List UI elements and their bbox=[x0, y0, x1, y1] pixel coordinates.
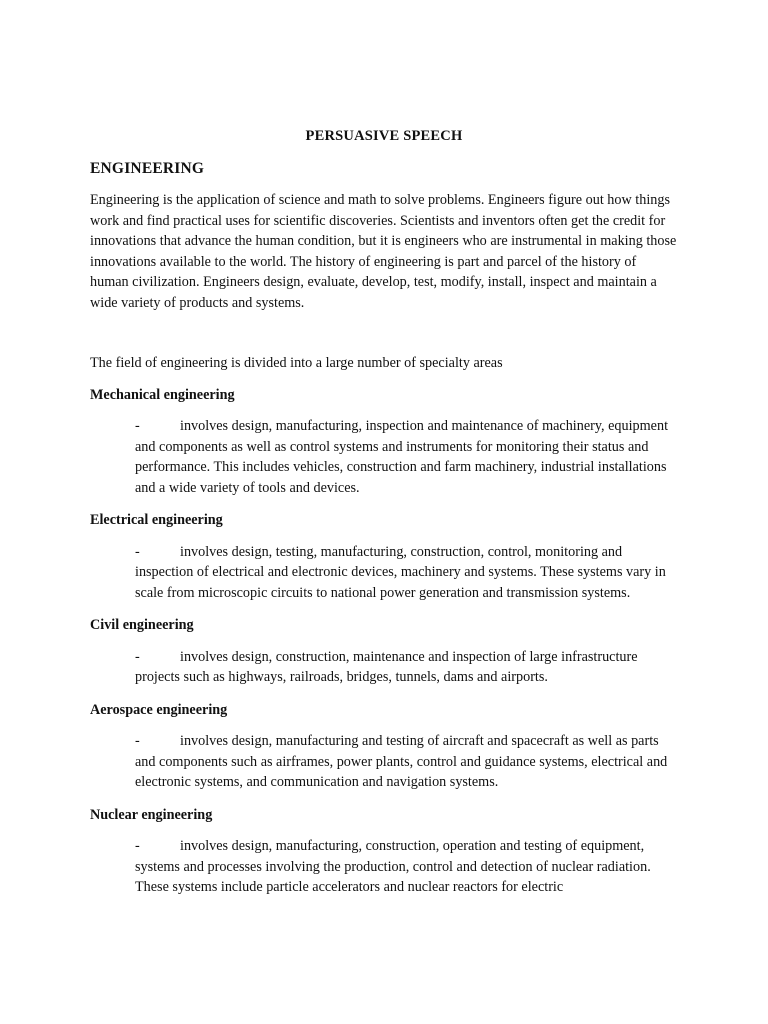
section-heading: ENGINEERING bbox=[90, 159, 205, 177]
item-text: involves design, manufacturing and testing of aircraft and spacecraft as well as parts and components such as airframes, power plants, control and guidance systems, electrical and electronic systems, and communication and navigation systems. bbox=[135, 733, 668, 790]
list-dash: - bbox=[135, 418, 140, 434]
lead-paragraph: The field of engineering is divided into a large number of specialty areas bbox=[90, 355, 503, 371]
list-dash: - bbox=[135, 648, 140, 665]
civil-engineering-title: Civil engineering bbox=[90, 617, 194, 633]
electrical-engineering-title: Electrical engineering bbox=[90, 512, 223, 528]
list-dash: - bbox=[135, 838, 140, 854]
item-text: involves design, manufacturing, inspection and maintenance of machinery, equipment and components as well as control systems and instruments for monitoring their status and performance. This includes vehicles, construction and farm machinery, industrial installations and a wide variety of tools and devices. bbox=[135, 418, 669, 496]
document-title: PERSUASIVE SPEECH bbox=[305, 128, 463, 144]
intro-paragraph: Engineering is the application of science and math to solve problems. Engineers figure out how things work and find practical uses for scientific discoveries. Scientists and inventors often get the credit for innovations that advance the human condition, but it is engineers who are instrumental in making those innovations available to the world. The history of engineering is part and parcel of the history of human civilization. Engineers design, evaluate, develop, test, modify, install, inspect and maintain a wide variety of products and systems. bbox=[90, 192, 677, 311]
civil-engineering-description bbox=[135, 647, 678, 688]
aerospace-engineering-title: Aerospace engineering bbox=[90, 701, 228, 718]
mechanical-engineering-description bbox=[135, 416, 678, 498]
item-text: involves design, testing, manufacturing, construction, control, monitoring and inspection of electrical and electronic devices, machinery and systems. These systems vary in scale from microscopic circuits to national power generation and transmission systems. bbox=[135, 543, 666, 601]
aerospace-engineering-description bbox=[135, 731, 678, 793]
item-text: involves design, manufacturing, construction, operation and testing of equipment, systems and processes involving the production, control and detection of nuclear radiation. These systems include particle accelerators and nuclear reactors for electric bbox=[135, 838, 651, 895]
list-dash: - bbox=[135, 543, 140, 560]
mechanical-engineering-title: Mechanical engineering bbox=[90, 386, 235, 403]
nuclear-engineering-description bbox=[135, 836, 678, 898]
nuclear-engineering-title: Nuclear engineering bbox=[90, 806, 213, 823]
electrical-engineering-description bbox=[135, 542, 678, 604]
list-dash: - bbox=[135, 733, 140, 749]
item-text: involves design, construction, maintenance and inspection of large infrastructure projects such as highways, railroads, bridges, tunnels, dams and airports. bbox=[135, 648, 638, 685]
